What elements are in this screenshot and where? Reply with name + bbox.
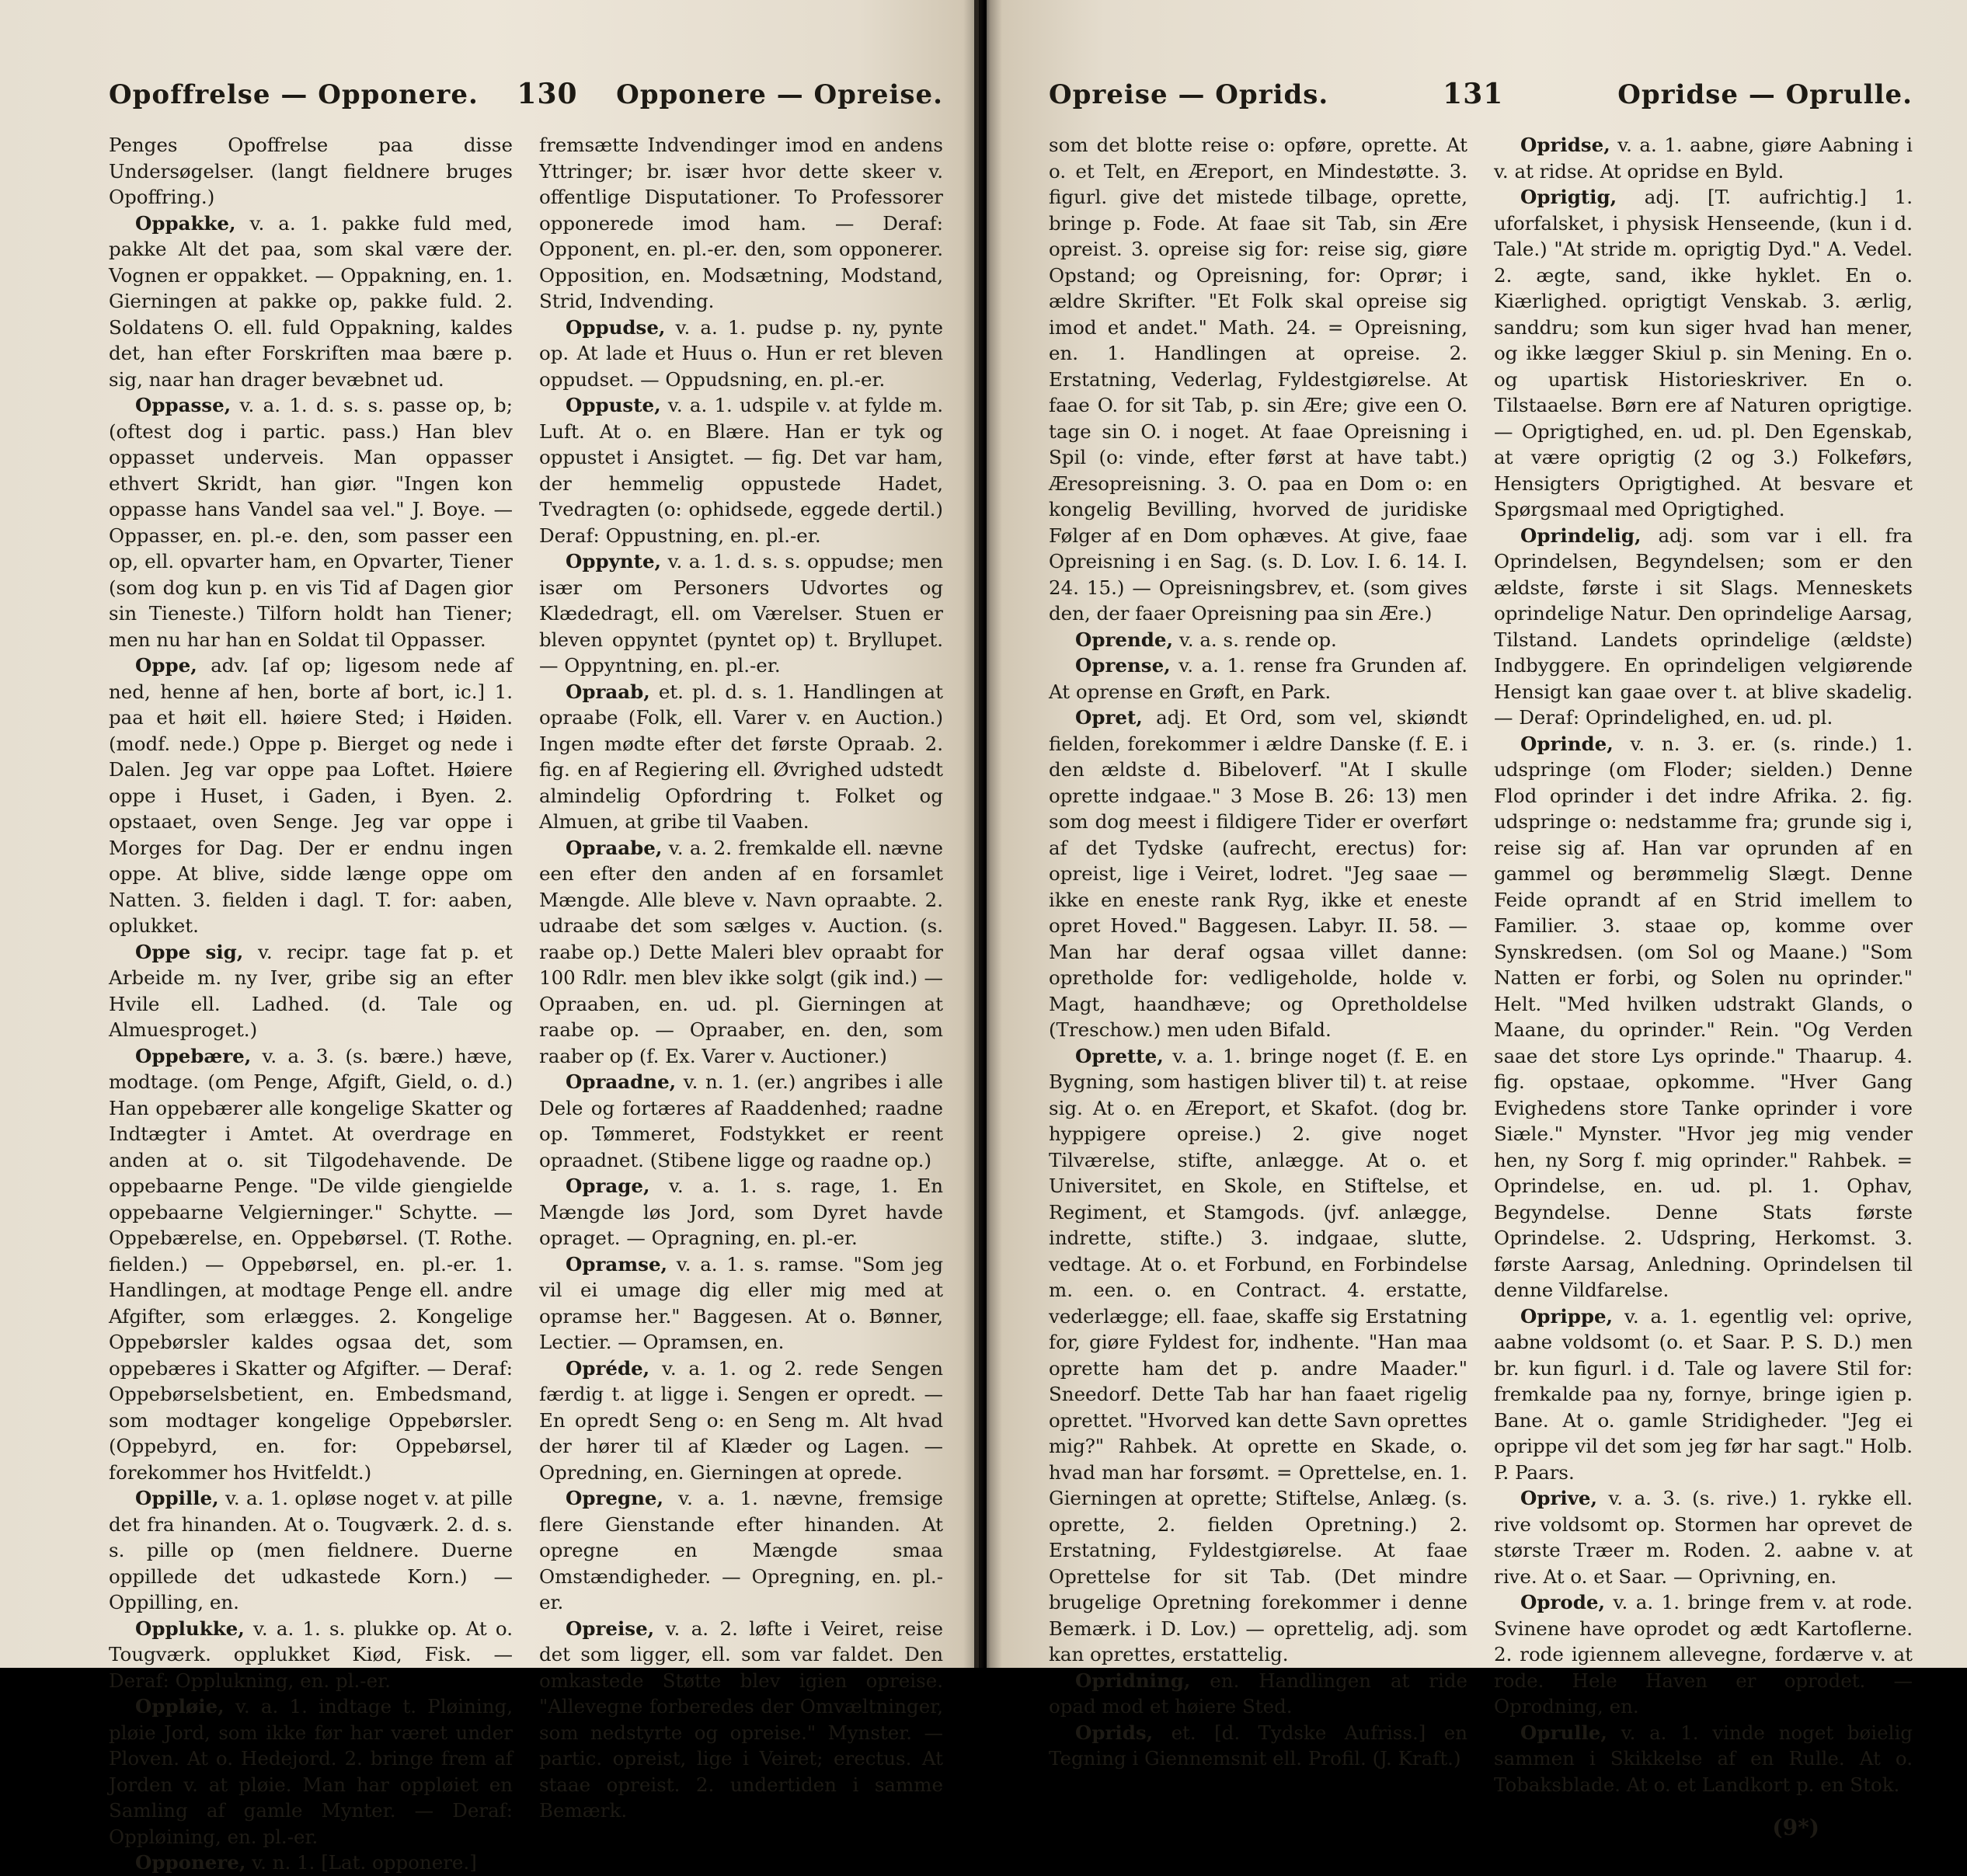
entry-text: v. a. 1. vinde noget bøielig sammen i Skikkelse af en Rulle. At o. Tobaksblade. At o. et Landkort p. en Stok. [1494,1721,1913,1796]
left-header-left: Opoffrelse — Opponere. [109,79,479,110]
right-page-header [1049,78,1913,115]
dictionary-entry [539,315,943,393]
entry-headword: Opreise, [566,1617,655,1640]
entry-text: v. a. 1. pakke fuld med, pakke Alt det paa, som skal være der. Vognen er oppakket. — Oppakning, en. 1. Gierningen at pakke op, pakke fuld. 2. Soldatens O. ell. fuld Oppakning, kaldes det, han efter Forskriften maa bære p. sig, naar han drager bevæbnet ud. [109,211,513,391]
entry-headword: Opraab, [566,680,650,703]
dictionary-entry [109,1616,513,1694]
left-page [0,0,979,1874]
entry-text: v. a. 1. pudse p. ny, pynte op. At lade et Huus o. Hun er ret bleven oppudset. — Oppudsning, en. pl.-er. [539,315,943,391]
dictionary-entry [539,392,943,548]
entry-text: v. a. 1. opløse noget v. at pille det fra hinanden. At o. Tougværk. 2. d. s. s. pille op (men fieldnere. Duerne oppillede det udkastede Korn.) — Oppilling, en. [109,1487,513,1613]
entry-text: v. a. 1. bringe frem v. at rode. Svinene have oprodet og ædt Kartoflerne. 2. rode igiennem allevegne, fordærve v. at rode. Hele Haven er oprodet. — Oprodning, en. [1494,1591,1913,1718]
entry-headword: Opponere, [135,1851,246,1874]
entry-headword: Oppynte, [566,550,662,573]
dictionary-entry [1494,1720,1913,1798]
entry-headword: Oppuste, [566,394,661,416]
entry-text: adv. [af op; ligesom nede af ned, henne af hen, borte af bort, ic.] 1. paa et høit ell. høiere Sted; i Høiden. (modf. nede.) Oppe p. Bierget og nede i Dalen. Jeg var oppe paa Loftet. Høiere oppe i Huset, i Gaden, i Byen. 2. opstaaet, oven Senge. Jeg var oppe i Morges for Dag. Der er endnu ingen oppe. At blive, sidde længe oppe om Natten. 3. fielden i dagl. T. for: aaben, oplukket. [109,654,513,937]
entry-text: v. a. 1. egentlig vel: oprive, aabne voldsomt (o. et Saar. P. S. D.) men br. kun figurl. i d. Tale og lavere Stil for: fremkalde paa ny, fornye, bringe igien p. Bane. At o. gamle Stridigheder. "Jeg ei oprippe vil det som jeg før har sagt." Holb. P. Paars. [1494,1304,1913,1484]
entry-text: v. a. 1. rense fra Grunden af. At oprense en Grøft, en Park. [1049,654,1467,703]
entry-headword: Oppille, [135,1487,219,1509]
entry-text: v. n. 3. er. (s. rinde.) 1. udspringe (om Floder; sielden.) Denne Flod oprinder i det indre Afrika. 2. fig. udspringe o: nedstamme fra; grunde sig i, reise sig af. Han var oprunden af en gammel og berømmelig Slægt. Denne Feide oprandt af en Strid imellem to Familier. 3. staae op, komme over Synskredsen. (om Sol og Maane.) "Som Natten er forbi, og Solen nu oprinder." Helt. "Med hvilken udstrakt Glands, o Maane, du oprinder." Rein. "Og Verden saae det store Lys oprinde." Thaarup. 4. fig. opstaae, opkomme. "Hver Gang Evighedens store Tanke oprinder i vore Siæle." Mynster. "Hvor jeg mig vender hen, ny Sorg f. mig oprinder." Rahbek. = Oprindelse, en. ud. pl. 1. Ophav, Begyndelse. Denne Stats første Oprindelse. 2. Udspring, Herkomst. 3. første Aarsag, Anledning. Oprindelsen til denne Vildfarelse. [1494,732,1913,1301]
entry-headword: Opplukke, [135,1617,245,1640]
entry-text: v. recipr. tage fat p. et Arbeide m. ny Iver, gribe sig an efter Hvile ell. Ladhed. (d. Tale og Almuesproget.) [109,940,514,1041]
entry-headword: Oprende, [1075,628,1174,651]
dictionary-entry [539,679,943,835]
dictionary-entry [1049,705,1467,1043]
entry-headword: Opréde, [566,1356,650,1380]
dictionary-entry [109,1485,513,1616]
entry-text: fremsætte Indvendinger imod en andens Yttringer; br. især hvor dette skeer v. offentlige Disputationer. To Professorer opponerede imod ham. — Deraf: Opponent, en. pl.-er. den, som opponerer. Opposition, en. Modsætning, Modstand, Strid, Indvending. [539,134,943,312]
signature-mark: (9*) [1772,1815,1819,1840]
entry-headword: Opridse, [1520,134,1610,156]
dictionary-entry [109,1693,513,1850]
entry-text: v. a. 1. og 2. rede Sengen færdig t. at ligge i. Sengen er opredt. — En opredt Seng o: en Seng m. Alt hvad der hører til af Klæder og Lagen. — Opredning, en. Gierningen at oprede. [539,1356,943,1484]
dictionary-entry [539,1251,943,1356]
entry-headword: Oprigtig, [1520,186,1617,208]
entry-headword: Oprage, [566,1175,650,1197]
left-column-2 [539,132,943,1876]
right-page-number: 131 [1443,78,1504,110]
dictionary-entry [539,132,943,315]
left-page-columns [109,132,943,1876]
right-column-1 [1049,132,1467,1798]
entry-headword: Oppasse, [135,394,232,416]
dictionary-entry [1494,1303,1913,1486]
entry-text: v. a. 1. s. ramse. "Som jeg vil ei umage dig eller mig med at opramse her." Baggesen. At o. Bønner, Lectier. — Opramsen, en. [539,1252,943,1353]
dictionary-entry [109,653,513,939]
entry-text: Penges Opoffrelse paa disse Undersøgelser. (langt fieldnere bruges Opoffring.) [109,134,513,208]
entry-text: som det blotte reise o: opføre, oprette. At o. et Telt, en Æreport, en Mindestøtte. 3. figurl. give det mistede tilbage, oprette, bringe p. Fode. At faae sit Tab, sin Ære opreist. 3. opreise sig for: reise sig, giøre Opstand; og Opreisning, for: Oprør; i ældre Skrifter. "Et Folk skal opreise sig imod et andet." Math. 24. = Opreisning, en. 1. Handlingen at opreise. 2. Erstatning, Vederlag, Fyldestgiørelse. At faae O. for sit Tab, p. sin Ære; give een O. tage sin O. i noget. At faae Opreisning i Spil (o: vinde, efter først at have tabt.) Æresopreisning. 3. O. paa en Dom o: en kongelig Bevilling, hvorved de juridiske Følger af en Dom ophæves. At give, faae Opreisning i en Sag. (s. D. Lov. I. 6. 14. I. 24. 15.) — Opreisningsbrev, et. (som gives den, der faaer Opreisning paa sin Ære.) [1049,134,1467,625]
entry-headword: Opret, [1075,706,1143,729]
dictionary-entry [1049,1720,1467,1772]
dictionary-entry [539,1069,943,1173]
dictionary-entry [1494,1589,1913,1720]
entry-headword: Opregne, [566,1487,664,1509]
entry-text: v. a. 1. d. s. s. passe op, b; (oftest dog i partic. pass.) Han blev oppasset underveis. Man oppasser ethvert Skridt, han giør. "Ingen kon oppasse hans Vandel saa vel." J. Boye. — Oppasser, en. pl.-e. den, som passer een op, ell. opvarter ham, en Opvarter, Tiener (som dog kun p. en vis Tid af Dagen gior sin Tieneste.) Tilforn holdt han Tiener; men nu har han en Soldat til Oppasser. [109,394,513,651]
entry-headword: Oppakke, [135,211,236,235]
entry-headword: Oprette, [1075,1044,1164,1067]
entry-text: v. a. s. rende op. [1173,628,1337,651]
dictionary-entry [1049,132,1467,627]
entry-text: v. a. 3. (s. bære.) hæve, modtage. (om Penge, Afgift, Gield, o. d.) Han oppebærer alle kongelige Skatter og Indtægter i Amtet. At overdrage en anden at o. sit Tilgodehavende. De oppebaarne Penge. "De vilde giengielde oppebaarne Velgierninger." Schytte. — Oppebærelse, en. Oppebørsel. (T. Rothe. fielden.) — Oppebørsel, en. pl.-er. 1. Handlingen, at modtage Penge ell. andre Afgifter, som erlægges. 2. Kongelige Oppebørsler kaldes ogsaa det, som oppebæres i Skatter og Afgifter. — Deraf: Oppebørselsbetient, en. Embedsmand, som modtager kongelige Oppebørsler. (Oppebyrd, en. for: Oppebørsel, forekommer hos Hvitfeldt.) [109,1044,513,1484]
right-page [987,0,1967,1840]
dictionary-entry [109,939,513,1043]
dictionary-entry [1049,1668,1467,1720]
entry-text: v. n. 1. [Lat. opponere.] [245,1851,477,1874]
dictionary-entry [539,1616,943,1824]
entry-text: v. a. 1. d. s. s. oppudse; men især om Personers Udvortes og Klædedragt, ell. om Værelser. Stuen er bleven oppyntet (pyntet op) t. Bryllupet. — Oppyntning, en. pl.-er. [539,550,943,677]
entry-text: v. a. 3. (s. rive.) 1. rykke ell. rive voldsomt op. Stormen har oprevet de største Træer m. Roden. 2. aabne v. at rive. At o. et Saar. — Oprivning, en. [1494,1487,1913,1588]
entry-text: v. a. 1. aabne, giøre Aabning i v. at ridse. At opridse en Byld. [1494,134,1913,183]
entry-text: v. a. 1. udspile v. at fylde m. Luft. At o. en Blære. Han er tyk og oppustet i Ansigtet. — fig. Det var ham, der hemmelig oppustede Hadet, Tvedragten (o: ophidsede, eggede dertil.) Deraf: Oppustning, en. pl.-er. [539,394,943,547]
entry-text: v. a. 2. fremkalde ell. nævne een efter den anden af en forsamlet Mængde. Alle bleve v. Navn opraabte. 2. udraabe det som sælges v. Auction. (s. raabe op.) Dette Maleri blev opraabt for 100 Rdlr. men blev ikke solgt (gik ind.) — Opraaben, en. ud. pl. Gierningen at raabe op. — Opraaber, en. den, som raaber op (f. Ex. Varer v. Auctioner.) [539,836,943,1067]
right-header-right: Opridse — Oprulle. [1617,79,1913,110]
right-column-2 [1494,132,1913,1798]
dictionary-entry [1494,523,1913,731]
entry-headword: Opraadne, [566,1070,677,1093]
entry-text: v. a. 1. nævne, fremsige flere Gienstande efter hinanden. At opregne en Mængde smaa Omstændigheder. — Opregning, en. pl.-er. [539,1487,943,1613]
entry-text: v. a. 1. s. rage, 1. En Mængde løs Jord, som Dyret havde opraget. — Opragning, en. pl.-er. [539,1175,943,1249]
entry-headword: Opridning, [1075,1669,1191,1692]
dictionary-entry [109,1043,513,1486]
dictionary-entry [109,1850,513,1876]
entry-text: v. a. 2. løfte i Veiret, reise det som ligger, ell. som var faldet. Den omkastede Støtte blev igien opreise. "Allevegne forberedes der Omvæltninger, som nedstyrte og opreise." Mynster. — partic. opreist, lige i Veiret; erectus. At staae opreist. 2. undertiden i samme Bemærk. [539,1617,943,1822]
entry-headword: Opraabe, [566,836,663,859]
left-page-number: 130 [517,78,578,110]
dictionary-entry [539,835,943,1070]
entry-text: et. pl. d. s. 1. Handlingen at opraabe (Folk, ell. Varer v. en Auction.) Ingen mødte efter det første Opraab. 2. fig. en af Regiering ell. Øvrighed udstedt almindelig Opfordring t. Folket og Almuen, at gribe til Vaaben. [539,680,943,833]
left-column-1 [109,132,513,1876]
entry-headword: Oppudse, [566,315,666,339]
entry-headword: Oprive, [1520,1487,1598,1509]
dictionary-entry [109,211,513,393]
entry-text: v. n. 1. (er.) angribes i alle Dele og fortæres af Raaddenhed; raadne op. Tømmeret, Fodstykket er reent opraadnet. (Stibene ligge og raadne op.) [539,1070,943,1171]
entry-headword: Oprode, [1520,1591,1605,1613]
entry-text: et. [d. Tydske Aufriss.] en Tegning i Giennemsnit ell. Profil. (J. Kraft.) [1049,1721,1467,1770]
entry-text: adj. som var i ell. fra Oprindelsen, Begyndelsen; som er den ældste, første i sit Slags. Menneskets oprindelige Natur. Den oprindelige Aarsag, Tilstand. Landets oprindelige (ældste) Indbyggere. En oprindeligen velgiørende Hensigt kan gaae over t. at blive skadelig. — Deraf: Oprindelighed, en. ud. pl. [1494,524,1913,729]
right-page-columns [1049,132,1913,1798]
dictionary-entry [1049,653,1467,705]
dictionary-entry [539,548,943,679]
entry-text: adj. Et Ord, som vel, skiøndt fielden, forekommer i ældre Danske (f. E. i den ældste d. Bibeloverf. "At I skulle oprette indgaae." 3 Mose B. 26: 13) men som dog meest i fildigere Tider er overført af det Tydske (aufrecht, erectus) for: opreist, lige i Veiret, lodret. "Jeg saae — ikke en eneste rank Ryg, ikke et eneste opret Hoved." Baggesen. Labyr. II. 58. — Man har deraf ogsaa villet danne: opretholde for: vedligeholde, holde v. Magt, haandhæve; og Opretholdelse (Treschow.) men uden Bifald. [1049,706,1467,1041]
entry-text: v. a. 1. bringe noget (f. E. en Bygning, som hastigen bliver til) t. at reise sig. At o. en Æreport, et Skafot. (dog br. hyppigere opreise.) 2. give noget Tilværelse, stifte, anlægge. At o. et Universitet, en Skole, en Stiftelse, et Regiment, et Stamgods. (jvf. anlægge, indrette, stifte.) 3. indgaae, slutte, vedtage. At o. et Forbund, en Forbindelse m. een. o. en Contract. 4. erstatte, vederlægge; ell. faae, skaffe sig Erstatning for, giøre Fyldest for, indhente. "Han maa oprette ham det p. andre Maader." Sneedorf. Dette Tab har han faaet rigelig oprettet. "Hvorved kan dette Savn oprettes mig?" Rahbek. At oprette en Skade, o. hvad man har forsømt. = Oprettelse, en. 1. Gierningen at oprette; Stiftelse, Anlæg. (s. oprette, 2. fielden Opretning.) 2. Erstatning, Fyldestgiørelse. At faae Oprettelse for sit Tab. (Det mindre brugelige Opretning forekommer i denne Bemærk. i D. Lov.) — oprettelig, adj. som kan oprettes, erstattelig. [1049,1044,1467,1665]
dictionary-entry [1494,132,1913,184]
entry-headword: Oprippe, [1520,1304,1614,1328]
left-header-right: Opponere — Opreise. [616,79,943,110]
entry-text: v. a. 1. s. plukke op. At o. Tougværk. opplukket Kiød, Fisk. — Deraf: Opplukning, en. pl.-er. [109,1617,513,1692]
dictionary-entry [1494,1485,1913,1589]
entry-headword: Oprense, [1075,654,1171,677]
entry-headword: Oprulle, [1520,1721,1607,1744]
right-header-left: Opreise — Oprids. [1049,79,1329,110]
dictionary-entry [539,1173,943,1251]
dictionary-entry [539,1356,943,1486]
dictionary-entry [1494,184,1913,523]
dictionary-entry [539,1485,943,1616]
entry-headword: Opramse, [566,1252,668,1276]
entry-headword: Oppe, [135,654,197,677]
entry-headword: Oppløie, [135,1695,225,1718]
entry-headword: Oprindelig, [1520,524,1641,547]
dictionary-entry [109,392,513,653]
dictionary-entry [1494,731,1913,1303]
left-page-header [109,78,943,115]
dictionary-entry [1049,1043,1467,1668]
dictionary-entry [109,132,513,211]
entry-headword: Oprids, [1075,1721,1154,1744]
entry-headword: Oppe sig, [135,940,244,963]
entry-headword: Oprinde, [1520,732,1614,755]
entry-text: v. a. 1. indtage t. Pløining, pløie Jord, som ikke før har været under Ploven. At o. Hedejord. 2. bringe frem af Jorden v. at pløie. Man har oppløiet en Samling af gamle Mynter. — Deraf: Oppløining, en. pl.-er. [109,1695,513,1848]
entry-text: en. Handlingen at ride opad mod et høiere Sted. [1049,1669,1467,1718]
entry-headword: Oppebære, [135,1044,252,1067]
dictionary-entry [1049,627,1467,653]
entry-text: adj. [T. aufrichtig.] 1. uforfalsket, i physisk Henseende, (kun i d. Tale.) "At stride m. oprigtig Dyd." A. Vedel. 2. ægte, sand, ikke hyklet. En o. Kiærlighed. oprigtigt Venskab. 3. ærlig, sanddru; som kun siger hvad han mener, og ikke lægger Skiul p. sin Mening. En o. og upartisk Historieskriver. En o. Tilstaaelse. Børn ere af Naturen oprigtige. — Oprigtighed, en. ud. pl. Den Egenskab, at være oprigtig (2 og 3.) Folkeførs, Hensigters Oprigtighed. At besvare et Spørgsmaal med Oprigtighed. [1494,186,1913,520]
